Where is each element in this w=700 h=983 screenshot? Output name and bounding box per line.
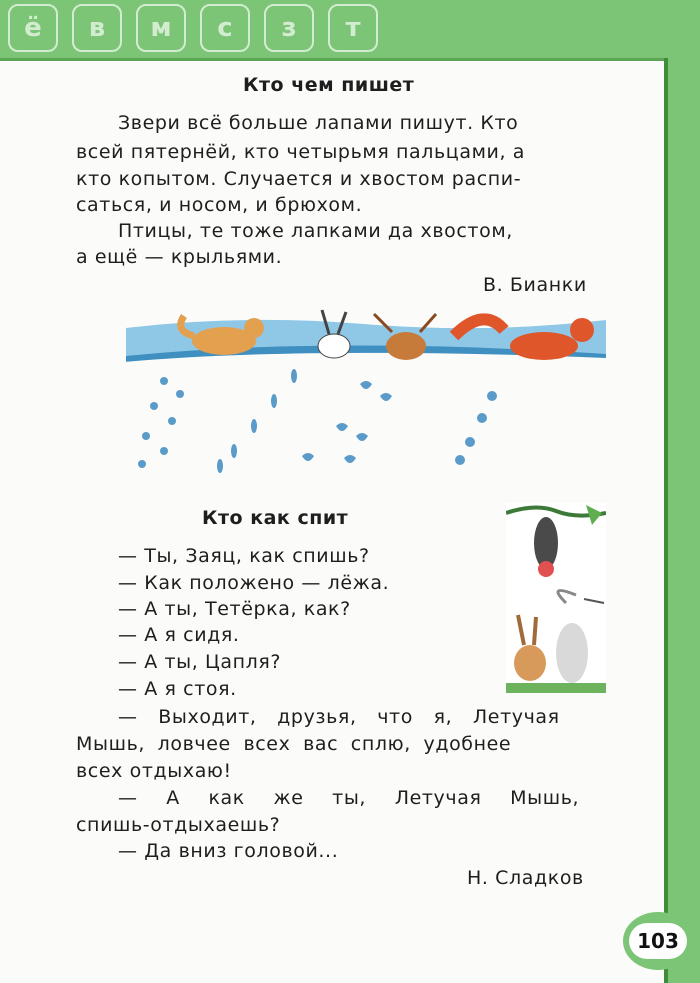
story2-line: Мышь, ловчее всех вас сплю, удобнее (76, 733, 512, 755)
story1-title: Кто чем пишет (243, 74, 415, 96)
story2-author: Н. Сладков (467, 867, 584, 889)
animal-tracks-illustration (124, 306, 606, 482)
decor-glyph: с (200, 4, 250, 52)
story2-line: — А я сидя. (118, 624, 240, 646)
story2-line: — Как положено — лёжа. (118, 572, 390, 594)
decor-glyph: з (264, 4, 314, 52)
story1-line: всей пятернёй, кто четырьмя пальцами, а (76, 141, 525, 163)
story2-line: — А ты, Тетёрка, как? (118, 598, 351, 620)
story1-line: кто копытом. Случается и хвостом распи- (76, 168, 522, 190)
story2-line: — Выходит, друзья, что я, Летучая (118, 706, 560, 728)
header-decoration-band (0, 0, 700, 61)
story1-line: саться, и носом, и брюхом. (76, 194, 363, 216)
page-number-badge (623, 912, 693, 970)
story2-title: Кто как спит (202, 507, 349, 529)
decor-glyph: м (136, 4, 186, 52)
right-margin-band (664, 58, 700, 983)
story2-line: — Ты, Заяц, как спишь? (118, 545, 370, 567)
story2-line: — Да вниз головой... (118, 840, 339, 862)
story1-line: Птицы, те тоже лапками да хвостом, (118, 220, 513, 242)
story1-line: Звери всё больше лапами пишут. Кто (118, 112, 519, 134)
decor-glyph: в (72, 4, 122, 52)
story2-line: спишь-отдыхаешь? (76, 814, 281, 836)
decor-glyph: т (328, 4, 378, 52)
story1-author: В. Бианки (483, 274, 587, 296)
story1-line: а ещё — крыльями. (76, 246, 283, 268)
sleeping-animals-illustration (506, 503, 606, 693)
story2-line: — А ты, Цапля? (118, 651, 282, 673)
page-number: 103 (629, 923, 687, 959)
story2-line: всех отдыхаю! (76, 760, 232, 782)
story2-line: — А я стоя. (118, 678, 237, 700)
decor-glyph: ё (8, 4, 58, 52)
story2-line: — А как же ты, Летучая Мышь, (118, 787, 580, 809)
